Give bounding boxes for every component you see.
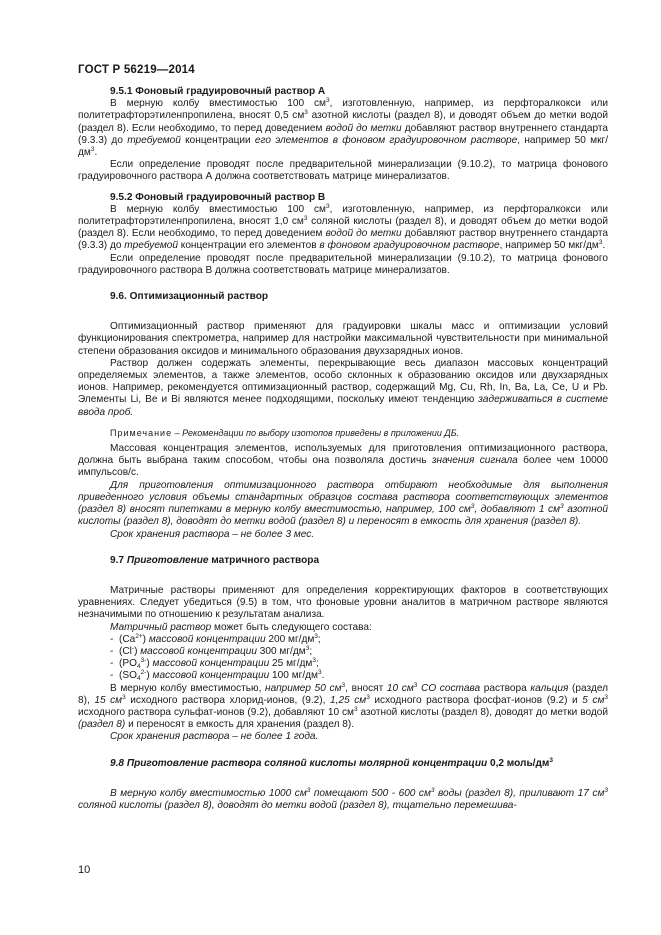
- section-9-5-1-paragraph-2: Если определение проводят после предварительной минерализации (9.10.2), то матрица фонового градуировочного раствора А должна соответствовать матрице минерализатов.: [78, 159, 608, 183]
- section-9-6-note: Примечание – Рекомендации по выбору изотопов приведены в приложении ДБ.: [110, 427, 460, 438]
- matrix-item-ca: - $(Ca^{2+})$ массовой концентрации 200 $мг/дм^3$;: [110, 632, 321, 645]
- section-9-5-1-paragraph-1: В мерную колбу вместимостью 100 $см^3$, изготовленную, например, из перфторалкокси или политетрафторэтиленпропилена, вносят 0,5 $см^3$ азотной кислоты (раздел 8), и доводят объем до метки водой (раздел 8). Если необходимо, то перед доведением водой до метки добавляют раствор внутреннего стандарта (9.3.3) до требуемой концентрации его элементов в фоновом градуировочном растворе, например 50 мкг/$дм^3$.: [78, 97, 609, 159]
- section-9-7-paragraph-1: Матричные растворы применяют для определения корректирующих факторов в соответствующих уравнениях. Следует убедиться (9.5) в том, что фоновые уровни аналитов в матричном растворе являются незначимыми по отношению к результатам анализа.: [78, 584, 608, 621]
- standard-header: ГОСТ Р 56219—2014: [78, 64, 195, 76]
- section-9-7-paragraph-3: В мерную колбу вместимостью, например 50 $см^3$, вносят 10 $см^3$ CO состава раствора кальция (раздел 8), 15 $см^3$ исходного раствора хлорид-ионов, (9.2), 1,25 $см^3$ исходного раствора фосфат-ионов (9.2) и 5 $см^3$ исходного раствора сульфат-ионов (9.2), добавляют 10 $см^3$ азотной кислоты (раздел 8), доводят до метки водой (раздел 8) и переносят в емкость для хранения (раздел 8).: [78, 681, 609, 731]
- section-9-6-paragraph-3: Массовая концентрация элементов, используемых для приготовления оптимизационного раствора, должна быть выбрана таким способом, чтобы она позволяла достичь значения сигнала более чем 10000 импульсов/с.: [78, 443, 608, 479]
- section-9-8-paragraph-1: В мерную колбу вместимостью 1000 $см^3$ помещают 500 - 600 $см^3$ воды (раздел 8), приливают 17 $см^3$ соляной кислоты (раздел 8), доводят до метки водой (раздел 8), тщательно перемешива-: [78, 786, 608, 811]
- section-9-5-2-paragraph-1: В мерную колбу вместимостью 100 $см^3$, изготовленную, например, из перфторалкокси или политетрафторэтиленпропилена, вносят 1,0 $см^3$ соляной кислоты (раздел 8), и доводят объем до метки водой (раздел 8). Если необходимо, то перед доведением водой до метки добавляют раствор внутреннего стандарта (9.3.3) до требуемой концентрации его элементов в фоновом градуировочном растворе, например 50 мкг/$дм^3$.: [78, 202, 609, 252]
- matrix-item-so4: - $(SO_4^{2-})$ массовой концентрации 100 $мг/дм^3$.: [110, 669, 325, 683]
- section-9-6-title: 9.6. Оптимизационный раствор: [110, 291, 269, 303]
- section-9-5-2-title: 9.5.2 Фоновый градуировочный раствор В: [110, 191, 326, 203]
- page-content: [78, 86, 608, 812]
- page-number: 10: [78, 864, 91, 876]
- section-9-6-paragraph-5: Срок хранения раствора – не более 3 мес.: [110, 528, 315, 540]
- section-9-8-title: 9.8 Приготовление раствора соляной кислоты молярной концентрации 0,2 моль/$дм^3$: [110, 756, 553, 769]
- section-9-5-1-title: 9.5.1 Фоновый градуировочный раствор А: [110, 86, 326, 97]
- section-9-7-title: 9.7 Приготовление матричного раствора: [110, 554, 320, 566]
- section-9-6-paragraph-2: Раствор должен содержать элементы, перекрывающие весь диапазон массовых концентраций определяемых элементов, а также элементов, особо склонных к образованию оксидов или двухзарядных ионов. Например, рекомендуется оптимизационный раствор, содержащий Mg, Cu, Rh, In, Ba, La, Ce, U и Pb. Элементы Li, Be и Bi являются менее подходящими, поскольку имеют тенденцию задерживаться в системе ввода проб.: [78, 357, 608, 418]
- section-9-7-paragraph-2: Матричный раствор может быть следующего состава:: [110, 621, 372, 633]
- section-9-7-paragraph-4: Срок хранения раствора – не более 1 года.: [110, 731, 319, 743]
- matrix-item-cl: - (Cl-) массовой концентрации 300 $мг/дм^3$;: [110, 644, 313, 657]
- section-9-6-paragraph-4: Для приготовления оптимизационного раствора отбирают необходимые для выполнения приведенного условия объемы стандартных образцов состава раствора соответствующих элементов (раздел 8) вносят пипетками в мерную колбу вместимостью, например, 100 $см^3$, добавляют 1 $см^3$ азотной кислоты (раздел 8), доводят до метки водой (раздел 8) и переносят в емкость для хранения (раздел 8).: [78, 479, 608, 528]
- section-9-6-paragraph-1: Оптимизационный раствор применяют для градуировки шкалы масс и оптимизации условий функционирования спектрометра, например для настройки максимальной чувствительности при минимальной степени образования оксидов и минимального образования двухзарядных ионов.: [78, 321, 608, 357]
- section-9-5-2-paragraph-2: Если определение проводят после предварительной минерализации (9.10.2), то матрица фонового градуировочного раствора В должна соответствовать матрице минерализатов.: [78, 252, 608, 276]
- matrix-item-po4: - $(PO_4^{3-})$ массовой концентрации 25 $мг/дм^3$;: [110, 657, 319, 671]
